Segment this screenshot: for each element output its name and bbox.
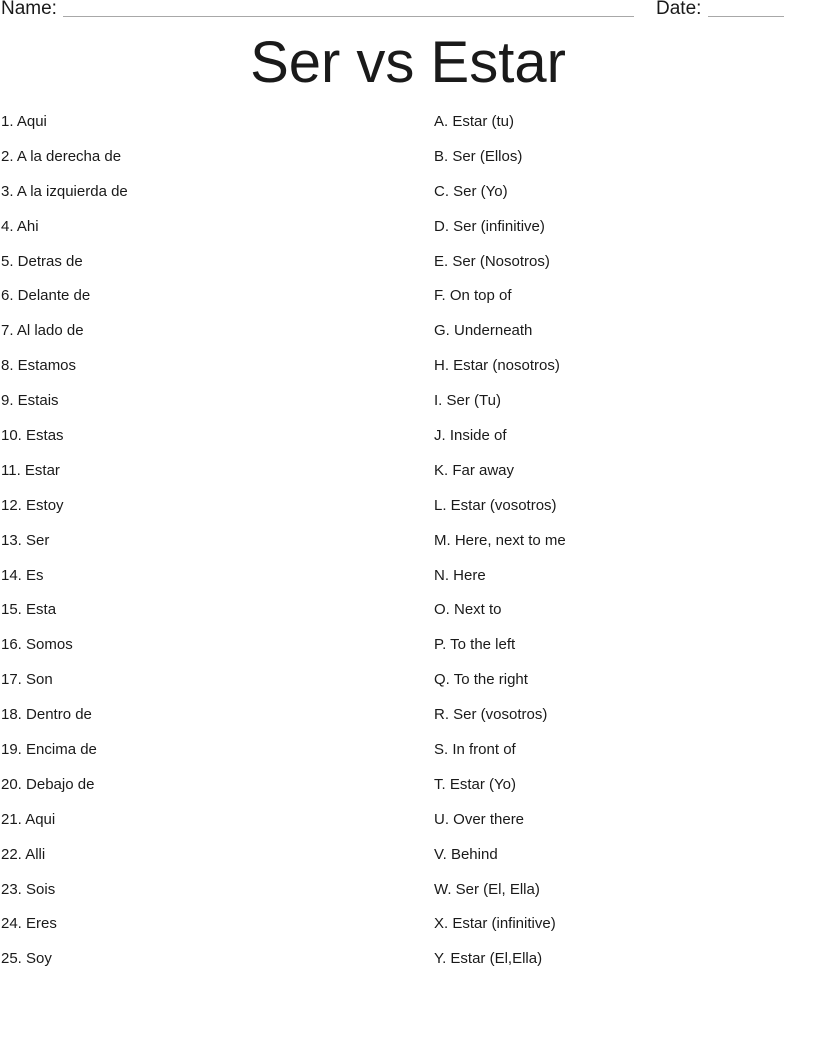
term-item: 11. Estar: [1, 461, 60, 479]
definition-item: M. Here, next to me: [434, 531, 566, 549]
term-item: 1. Aqui: [1, 113, 47, 130]
term-item: 2. A la derecha de: [1, 147, 122, 165]
definition-item: N. Here: [434, 566, 486, 584]
definition-item: L. Estar (vosotros): [434, 496, 557, 514]
term-item: 19. Encima de: [1, 741, 97, 759]
definition-item: E. Ser (Nosotros): [434, 252, 550, 270]
definition-item: K. Far away: [434, 461, 515, 479]
term-item: 4. Ahi: [1, 217, 39, 235]
definition-item: Y. Estar (El,Ella): [434, 950, 543, 968]
term-item: 10. Estas: [1, 427, 64, 445]
definition-item: Q. To the right: [434, 671, 528, 689]
term-item: 9. Estais: [1, 392, 59, 410]
term-item: 18. Dentro de: [1, 706, 92, 724]
definition-item: A. Estar (tu): [434, 113, 515, 130]
definition-item: B. Ser (Ellos): [434, 147, 523, 165]
definition-item: I. Ser (Tu): [434, 392, 501, 410]
term-item: 13. Ser: [1, 531, 50, 549]
term-item: 7. Al lado de: [1, 322, 84, 340]
definition-item: C. Ser (Yo): [434, 182, 508, 200]
worksheet-title: Ser vs Estar: [250, 30, 566, 95]
term-item: 12. Estoy: [1, 496, 64, 514]
definition-item: T. Estar (Yo): [434, 775, 516, 793]
term-item: 21. Aqui: [1, 810, 56, 828]
definition-item: P. To the left: [434, 636, 516, 654]
term-item: 25. Soy: [1, 950, 52, 968]
term-item: 15. Esta: [1, 601, 57, 619]
name-blank-line: [63, 16, 634, 17]
term-item: 24. Eres: [1, 915, 57, 933]
definition-item: R. Ser (vosotros): [434, 706, 548, 724]
definition-item: S. In front of: [434, 741, 516, 759]
term-item: 22. Alli: [1, 845, 46, 863]
definition-item: X. Estar (infinitive): [434, 915, 556, 933]
definitions-list: [434, 111, 804, 983]
definition-item: W. Ser (El, Ella): [434, 880, 540, 898]
date-blank-line: [708, 16, 784, 17]
term-item: 23. Sois: [1, 880, 56, 898]
term-item: 6. Delante de: [1, 287, 91, 305]
term-item: 17. Son: [1, 671, 53, 689]
definition-item: G. Underneath: [434, 322, 533, 340]
terms-list: [1, 111, 401, 983]
definition-item: F. On top of: [434, 287, 512, 305]
definition-item: H. Estar (nosotros): [434, 357, 560, 375]
term-item: 5. Detras de: [1, 252, 83, 270]
date-label: Date:: [656, 0, 702, 19]
term-item: 3. A la izquierda de: [1, 182, 128, 200]
definition-item: V. Behind: [434, 845, 498, 863]
definition-item: D. Ser (infinitive): [434, 217, 545, 235]
term-item: 20. Debajo de: [1, 775, 95, 793]
name-label: Name:: [1, 0, 57, 19]
worksheet-header: [0, 0, 816, 24]
definition-item: U. Over there: [434, 810, 525, 828]
definition-item: J. Inside of: [434, 427, 507, 445]
term-item: 14. Es: [1, 566, 44, 584]
term-item: 8. Estamos: [1, 357, 77, 375]
definition-item: O. Next to: [434, 601, 502, 619]
term-item: 16. Somos: [1, 636, 73, 654]
